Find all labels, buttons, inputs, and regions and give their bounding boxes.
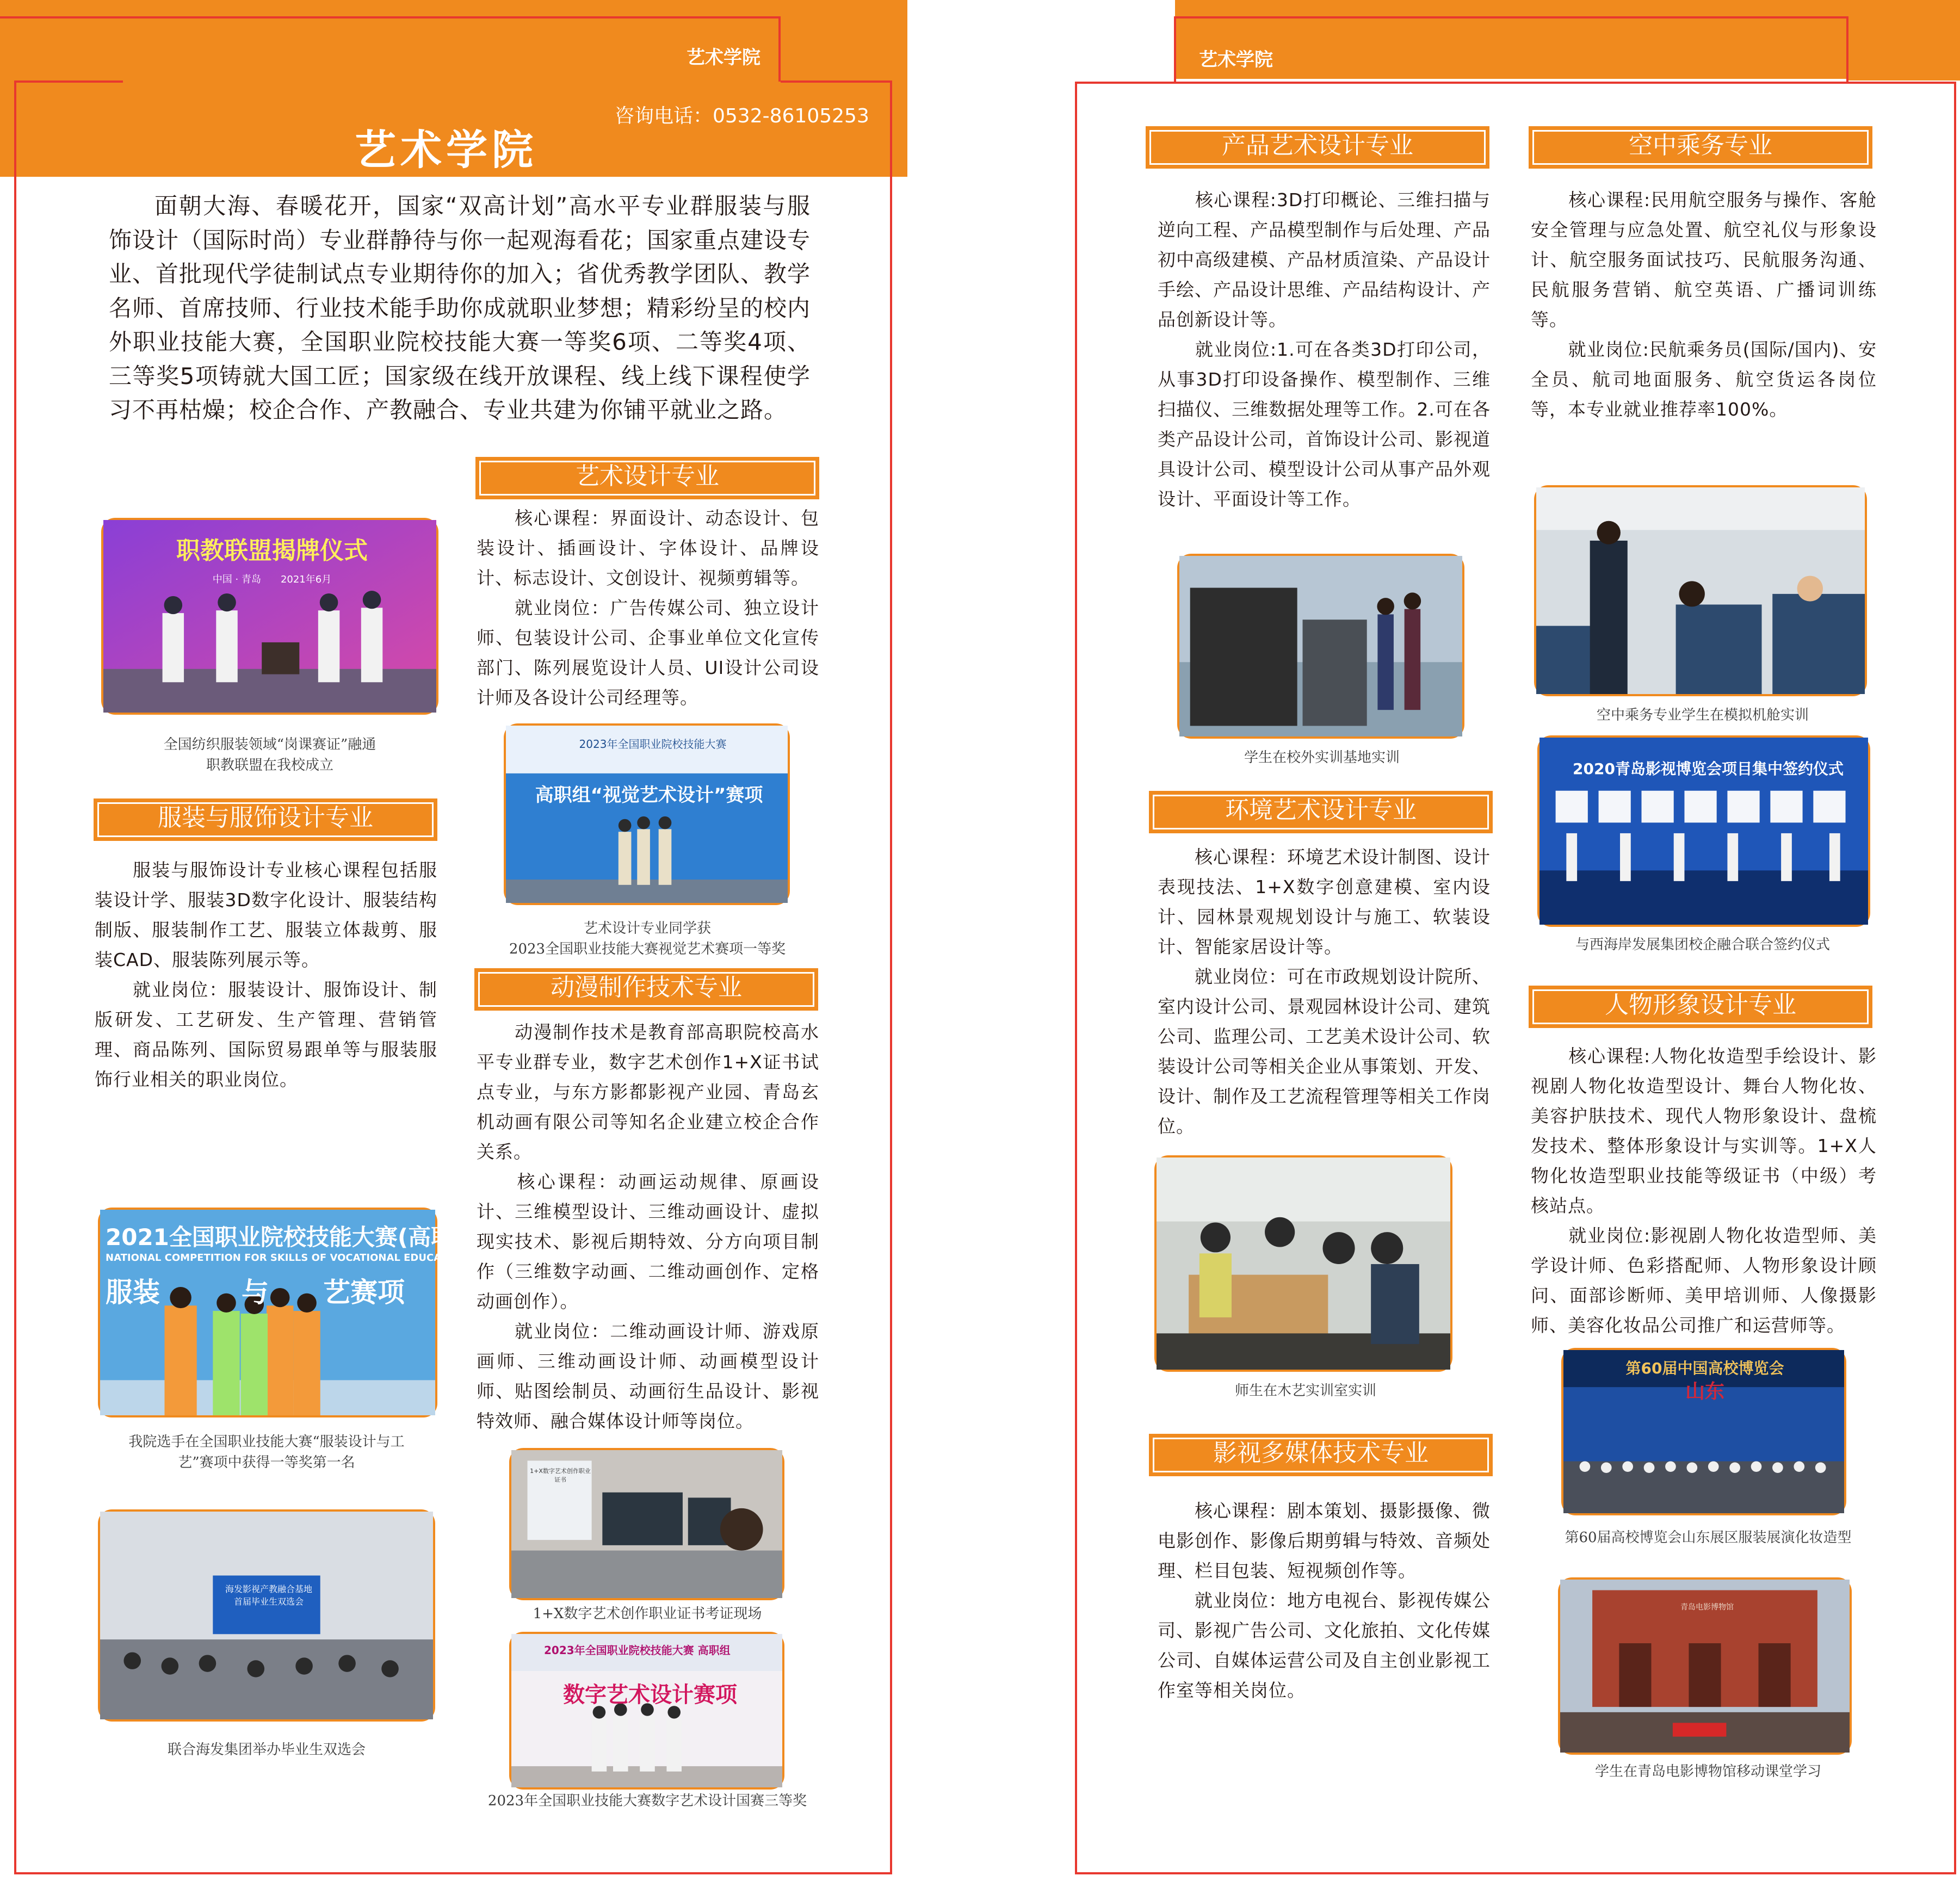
environment-body: 核心课程：环境艺术设计制图、设计表现技法、1+X数字创意建模、室内设计、园林景观规划设计与施工、软装设计、智能家居设计等。 就业岗位：可在市政规划设计院所、室内设计公司、景观园林设计公司、建筑公司、监理公司、工艺美术设计公司、软装设计公司等相关企业从事策划、开发、设计、制作及工艺流程管理等相关工作岗位。 [1158,846,1491,1137]
environment-heading-text: 环境艺术设计专业 [1225,796,1417,824]
art-design-heading [475,457,819,499]
page-title: 艺术学院 [355,126,537,174]
image-design-heading [1529,986,1872,1028]
caption-training-base: 学生在校外实训基地实训 [1244,750,1400,766]
flight-body: 核心课程:民用航空服务与操作、客舱安全管理与应急处置、航空礼仪与形象设计、航空服务面试技巧、民航服务沟通、民航服务营销、航空英语、广播词训练等。 就业岗位:民航乘务员(国际/国内)、安全员、航司地面服务、航空货运各岗位等，本专业就业推荐率100%。 [1531,189,1877,420]
media-heading-text: 影视多媒体技术专业 [1213,1439,1429,1467]
visual-banner-text: 高职组“视觉艺术设计”赛项 [535,784,763,806]
flight-heading-text: 空中乘务专业 [1629,132,1772,159]
animation-heading-text: 动漫制作技术专业 [551,974,742,1001]
fashion-body: 服装与服饰设计专业核心课程包括服装设计学、服装3D数字化设计、服装结构制版、服装制作工艺、服装立体裁剪、服装CAD、服装陈列展示等。 就业岗位：服装设计、服饰设计、制版研发、工艺研发、生产管理、营销管理、商品陈列、国际贸易跟单等与服装服饰行业相关的职业岗位。 [95,859,437,1090]
art-design-heading-text: 艺术设计专业 [576,462,719,490]
caption-film-museum: 学生在青岛电影博物馆移动课堂学习 [1594,1763,1821,1780]
art-design-body: 核心课程：界面设计、动态设计、包装设计、插画设计、字体设计、品牌设计、标志设计、文创设计、视频剪辑等。 就业岗位：广告传媒公司、独立设计师、包装设计公司、企事业单位文化宣传部门、陈列展览设计人员、UI设计公司设计师及各设计公司经理等。 [477,507,819,708]
alliance-banner-sub: 中国 · 青岛 2021年6月 [212,574,332,585]
museum-banner: 青岛电影博物馆 [1680,1603,1734,1612]
caption-visual-contest: 艺术设计专业同学获 2023全国职业技能大赛视觉艺术赛项一等奖 [509,920,786,957]
right-page [1055,0,1960,1882]
product-heading [1146,126,1489,169]
image-design-body: 核心课程:人物化妆造型手绘设计、影视剧人物化妆造型设计、舞台人物化妆、美容护肤技术、现代人物形象设计、盘梳发技术、整体形象设计与实训等。1+X人物化妆造型职业技能等级证书（中级）考核站点。 就业岗位:影视剧人物化妆造型师、美学设计师、色彩搭配师、人物形象设计顾问、面部诊断师、美甲培训师、人像摄影师、美容化妆品公司推广和运营师等。 [1531,1045,1877,1336]
visual-contest-photo-art [506,726,788,903]
fashion-heading-text: 服装与服饰设计专业 [158,804,373,832]
image-design-heading-text: 人物形象设计专业 [1605,991,1796,1019]
expo-banner-2: 山东 [1685,1380,1724,1403]
caption-expo: 第60届高校博览会山东展区服装展演化妆造型 [1565,1530,1852,1546]
visual-banner-top: 2023年全国职业院校技能大赛 [579,738,727,751]
media-body: 核心课程：剧本策划、摄影摄像、微电影创作、影像后期剪辑与特效、音频处理、栏目包装、短视频创作等。 就业岗位：地方电视台、影视传媒公司、影视广告公司、文化旅拍、文化传媒公司、自媒体运营公司及自主创业影视工作室等相关岗位。 [1158,1500,1491,1701]
digital-banner-top: 2023年全国职业院校技能大赛 高职组 [544,1644,731,1657]
digital-banner-text: 数字艺术设计赛项 [563,1682,737,1707]
product-body: 核心课程:3D打印概论、三维扫描与逆向工程、产品模型制作与后处理、产品初中高级建模、产品材质渲染、产品设计手绘、产品设计思维、产品结构设计、产品创新设计等。 就业岗位:1.可在各类3D打印公司，从事3D打印设备操作、模型制作、三维扫描仪、三维数据处理等工作。2.可在各类产品设计公司，首饰设计公司、影视道具设计公司、模型设计公司从事产品外观设计、平面设计等工作。 [1158,189,1491,510]
animation-body: 动漫制作技术是教育部高职院校高水平专业群专业，数字艺术创作1+X证书试点专业，与东方影都影视产业园、青岛玄机动画有限公司等知名企业建立校企合作关系。 核心课程：动画运动规律、原画设计、三维模型设计、三维动画设计、虚拟现实技术、影视后期特效、分方向项目制作（三维数字动画、二维动画创作、定格动画创作）。 就业岗位：二维动画设计师、游戏原画师、三维动画设计师、动画模型设计师、贴图绘制员、动画衍生品设计、影视特效师、融合媒体设计师等岗位。 [477,1022,819,1432]
flight-heading [1529,126,1872,169]
contest-2021-banner-2: 服装 与 艺赛项 [106,1277,405,1308]
caption-signing: 与西海岸发展集团校企融合联合签约仪式 [1575,937,1830,953]
photo-training-base [1177,554,1464,739]
caption-wood-workshop: 师生在木艺实训室实训 [1234,1383,1376,1399]
exam-banner: 1+X数字艺术创作职业证书 [530,1468,591,1483]
animation-heading [474,968,818,1011]
photo-alliance-ceremony [101,518,438,715]
left-tab-label: 艺术学院 [687,47,760,69]
consult-phone: 咨询电话：0532-86105253 [615,105,869,127]
right-band-cover [1848,0,1960,81]
job-fair-photo-art [100,1512,433,1719]
photo-film-museum [1558,1577,1852,1755]
product-heading-text: 产品艺术设计专业 [1222,132,1413,159]
photo-cabin [1534,485,1867,696]
environment-heading [1149,791,1493,833]
alliance-banner-text: 职教联盟揭牌仪式 [176,537,368,565]
training-base-photo-art [1179,556,1462,736]
fashion-heading [94,798,437,841]
contest-2021-banner: 2021全国职业院校技能大赛(高职组 [106,1224,477,1250]
left-tab-outline [0,16,781,82]
left-page [0,0,903,1882]
left-tab-outline-2 [781,81,892,83]
caption-contest-2021: 我院选手在全国职业技能大赛“服装设计与工 艺”赛项中获得一等奖第一名 [128,1434,405,1471]
photo-expo [1561,1348,1846,1515]
photo-contest-2021 [98,1208,477,1417]
caption-cabin: 空中乘务专业学生在模拟机舱实训 [1596,707,1809,723]
caption-alliance: 全国纺织服装领域“岗课赛证”融通 职教联盟在我校成立 [163,736,376,773]
photo-visual-contest [504,723,790,905]
caption-job-fair: 联合海发集团举办毕业生双选会 [167,1742,366,1758]
wood-workshop-photo-art [1157,1157,1450,1370]
right-tab-label: 艺术学院 [1199,49,1273,71]
expo-banner: 第60届中国高校博览会 [1625,1359,1784,1377]
photo-wood-workshop [1154,1155,1452,1372]
caption-1x-exam: 1+X数字艺术创作职业证书考证现场 [533,1606,762,1622]
contest-2021-banner-en: NATIONAL COMPETITION FOR SKILLS OF VOCATIONAL EDUCATION [106,1252,468,1264]
photo-1x-exam [509,1448,784,1600]
right-tab-outline [1174,16,1848,82]
photo-job-fair [98,1509,435,1722]
signing-banner: 2020青岛影视博览会项目集中签约仪式 [1573,760,1844,778]
caption-digital-contest: 2023年全国职业技能大赛数字艺术设计国赛三等奖 [487,1793,807,1809]
intro-paragraph: 面朝大海、春暖花开，国家“双高计划”高水平专业群服装与服饰设计（国际时尚）专业群静待与你一起观海看花；国家重点建设专业、首批现代学徒制试点专业期待你的加入；省优秀教学团队、教学名师、首席技师、行业技术能手助你成就职业梦想；精彩纷呈的校内外职业技能大赛，全国职业院校技能大赛一等奖6项、二等奖4项、三等奖5项铸就大国工匠；国家级在线开放课程、线上线下课程使学习不再枯燥；校企合作、产教融合、专业共建为你铺平就业之路。 [109,193,811,423]
photo-signing [1537,735,1870,927]
job-fair-banner: 海发影视产教融合基地 首届毕业生双选会 [225,1584,312,1607]
cabin-photo-art [1536,487,1865,694]
media-heading [1149,1434,1493,1476]
photo-digital-contest [509,1632,784,1790]
